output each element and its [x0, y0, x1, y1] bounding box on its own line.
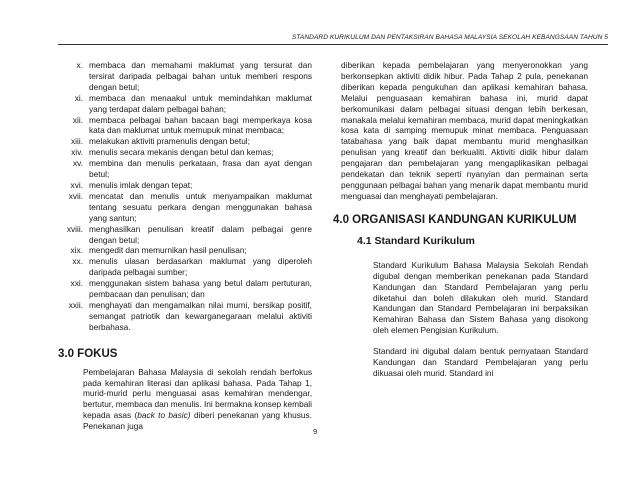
section-heading-fokus: 3.0 FOKUS: [58, 347, 118, 360]
list-item: [58, 256, 312, 278]
list-item-text: membaca pelbagai bahan bacaan bagi memperkaya kosa kata dan maklumat untuk memupuk minat membaca;: [89, 114, 312, 136]
list-item-number: xx.: [72, 256, 83, 267]
list-item-text: menulis ulasan berdasarkan maklumat yang diperoleh daripada pelbagai sumber;: [89, 256, 312, 278]
left-column: [58, 60, 312, 432]
list-item-text: membaca dan memahami maklumat yang tersurat dan tersirat daripada pelbagai bahan untuk memberi respons dengan betul;: [89, 60, 312, 92]
list-item-text: mencatat dan menulis untuk menyampaikan maklumat tentang sesuatu perkara dengan menggunakan bahasa yang santun;: [89, 190, 312, 223]
list-item-number: xiv.: [71, 147, 83, 158]
list-item-number: xvi.: [70, 179, 83, 190]
list-item-number: xi.: [74, 92, 83, 103]
subsection-heading-standard-kurikulum: 4.1 Standard Kurikulum: [357, 234, 475, 247]
list-item-number: xv.: [73, 158, 83, 169]
list-item: [58, 245, 312, 256]
list-item-text: mengedit dan memurnikan hasil penulisan;: [89, 245, 247, 256]
list-item: [58, 180, 312, 191]
list-item-number: xxii.: [68, 299, 83, 310]
list-item: [58, 136, 312, 147]
list-item-text: membina dan menulis perkataan, frasa dan ayat dengan betul;: [89, 158, 312, 180]
continued-paragraph: diberikan kepada pembelajaran yang menyeronokkan yang berkonsepkan aktiviti didik hibur. Pada Tahap 2 pula, penekanan diberikan kepada pengukuhan dan aplikasi kemahiran bahasa. Melalui penguasaan kemahiran bahasa ini, murid dapat berkomunikasi dalam pelbagai situasi dengan lebih berkesan, manakala melalui kemahiran membaca, murid dapat meningkatkan kosa kata di samping memupuk minat membaca. Penguasaan tatabahasa yang baik dapat membantu murid menghasilkan penulisan yang kreatif dan berkualiti. Aktiviti didik hibur dalam pengajaran dan pembelajaran yang mengaplikasikan pelbagai pendekatan dan teknik seperti nyanyian dan permainan serta penggunaan pelbagai bahan yang menarik dapat membantu murid menguasai dan menghayati pembelajaran.: [341, 60, 588, 201]
section-heading-organisasi: 4.0 ORGANISASI KANDUNGAN KURIKULUM: [333, 213, 577, 226]
list-item-number: xxi.: [70, 278, 83, 289]
list-item-number: xviii.: [66, 223, 83, 234]
list-item-text: melakukan aktiviti pramenulis dengan betul;: [89, 136, 250, 147]
focus-paragraph: Pembelajaran Bahasa Malaysia di sekolah rendah berfokus pada kemahiran literasi dan aplikasi bahasa. Pada Tahap 1, murid-murid perlu menguasai asas kemahiran mendengar, bertutur, membaca dan menulis. Ini bermakna konsep kembali kepada asas (back to basic) diberi penekanan yang khusus. Penekanan juga: [83, 366, 312, 432]
list-item-text: menghayati dan mengamalkan nilai murni, bersikap positif, semangat patriotik dan kewarganegaraan melalui aktiviti berbahasa.: [89, 299, 312, 332]
list-item-number: xix.: [70, 245, 83, 256]
list-item: [58, 115, 312, 137]
list-item: [58, 300, 312, 333]
list-item: [58, 93, 312, 115]
list-item: [58, 224, 312, 246]
page-number: 9: [313, 427, 318, 436]
list-item-number: x.: [76, 60, 83, 70]
list-item: [58, 191, 312, 224]
header-rule: [58, 44, 608, 45]
list-item: [58, 60, 312, 93]
list-item-text: menulis imlak dengan tepat;: [89, 179, 193, 190]
standard-kurikulum-paragraph-2: Standard ini digubal dalam bentuk pernyataan Standard Kandungan dan Standard Pembelajaran yang perlu dikuasai oleh murid. Standard ini: [373, 346, 588, 378]
list-item: [58, 278, 312, 300]
list-item-number: xii.: [72, 114, 83, 125]
running-header: STANDARD KURIKULUM DAN PENTAKSIRAN BAHASA MALAYSIA SEKOLAH KEBANGSAAN TAHUN 5: [291, 34, 608, 41]
objectives-list: [58, 60, 312, 333]
list-item-number: xvii.: [68, 190, 83, 201]
standard-kurikulum-paragraph-1: Standard Kurikulum Bahasa Malaysia Sekolah Rendah digubal dengan memberikan penekanan pada Standard Kandungan dan Standard Pembelajaran yang perlu diketahui dan boleh dilakukan oleh murid. Standard Kandungan dan Standard Pembelajaran ini berpaksikan Kemahiran Bahasa dan Sistem Bahasa yang disokong oleh elemen Pengisian Kurikulum.: [373, 259, 588, 336]
right-column: [333, 60, 588, 379]
list-item: [58, 147, 312, 158]
list-item-number: xiii.: [71, 136, 83, 147]
list-item: [58, 158, 312, 180]
list-item-text: menggunakan sistem bahasa yang betul dalam pertuturan, pembacaan dan penulisan; dan: [89, 278, 312, 300]
list-item-text: menulis secara mekanis dengan betul dan kemas;: [89, 147, 274, 158]
list-item-text: menghasilkan penulisan kreatif dalam pelbagai genre dengan betul;: [89, 223, 312, 245]
list-item-text: membaca dan menaakul untuk memindahkan maklumat yang terdapat dalam pelbagai bahan;: [89, 92, 312, 114]
